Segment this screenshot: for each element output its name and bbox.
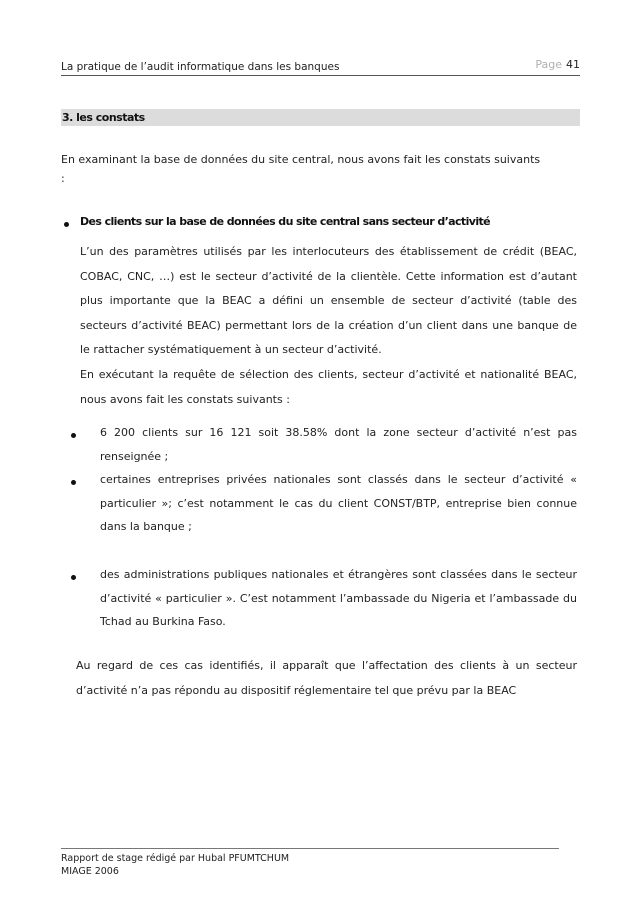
page-footer (61, 852, 289, 878)
list-item: certaines entreprises privées nationales sont classés dans le secteur d’activité « particulier »; c’est notamment le cas du client CONST/BTP, entreprise bien connue dans la banque ; (100, 473, 577, 534)
bullet-icon (71, 480, 76, 485)
page-indicator (535, 58, 580, 71)
bullet-heading: Des clients sur la base de données du site central sans secteur d’activité (80, 215, 491, 228)
page-number: 41 (566, 58, 580, 71)
footer-divider (61, 848, 559, 849)
list-item: 6 200 clients sur 16 121 soit 38.58% dont la zone secteur d’activité n’est pas renseignée ; (100, 426, 577, 463)
list-item: des administrations publiques nationales et étrangères sont classées dans le secteur d’activité « particulier ». C’est notamment l’ambassade du Nigeria et l’ambassade du Tchad au Burkina Faso. (100, 568, 577, 629)
footer-program: MIAGE 2006 (61, 866, 119, 877)
body-paragraph-2: En exécutant la requête de sélection des clients, secteur d’activité et nationalité BEAC, nous avons fait les constats suivants : (80, 367, 577, 406)
intro-paragraph: En examinant la base de données du site central, nous avons fait les constats suivants : (61, 153, 541, 185)
bullet-icon (64, 222, 69, 227)
page-label: Page (535, 58, 562, 71)
section-heading-bar (61, 109, 580, 126)
bullet-icon (71, 575, 76, 580)
conclusion-paragraph: Au regard de ces cas identifiés, il apparaît que l’affectation des clients à un secteur d’activité n’a pas répondu au dispositif réglementaire tel que prévu par la BEAC (76, 659, 577, 697)
footer-author: Rapport de stage rédigé par Hubal PFUMTCHUM (61, 853, 290, 864)
section-title: 3. les constats (62, 111, 145, 124)
bullet-icon (71, 433, 76, 438)
header-title: La pratique de l’audit informatique dans les banques (61, 61, 340, 73)
body-paragraph-1: L’un des paramètres utilisés par les interlocuteurs des établissement de crédit (BEAC, COBAC, CNC, …) est le secteur d’activité de la clientèle. Cette information est d’autant plus importante que la BEAC a défini un ensemble de secteur d’activité (table des secteurs d’activité BEAC) permettant lors de la création d’un client dans une banque de le rattacher systématiquement à un secteur d’activité. (80, 245, 577, 357)
bullet-body (80, 240, 577, 412)
page-header (61, 58, 580, 76)
